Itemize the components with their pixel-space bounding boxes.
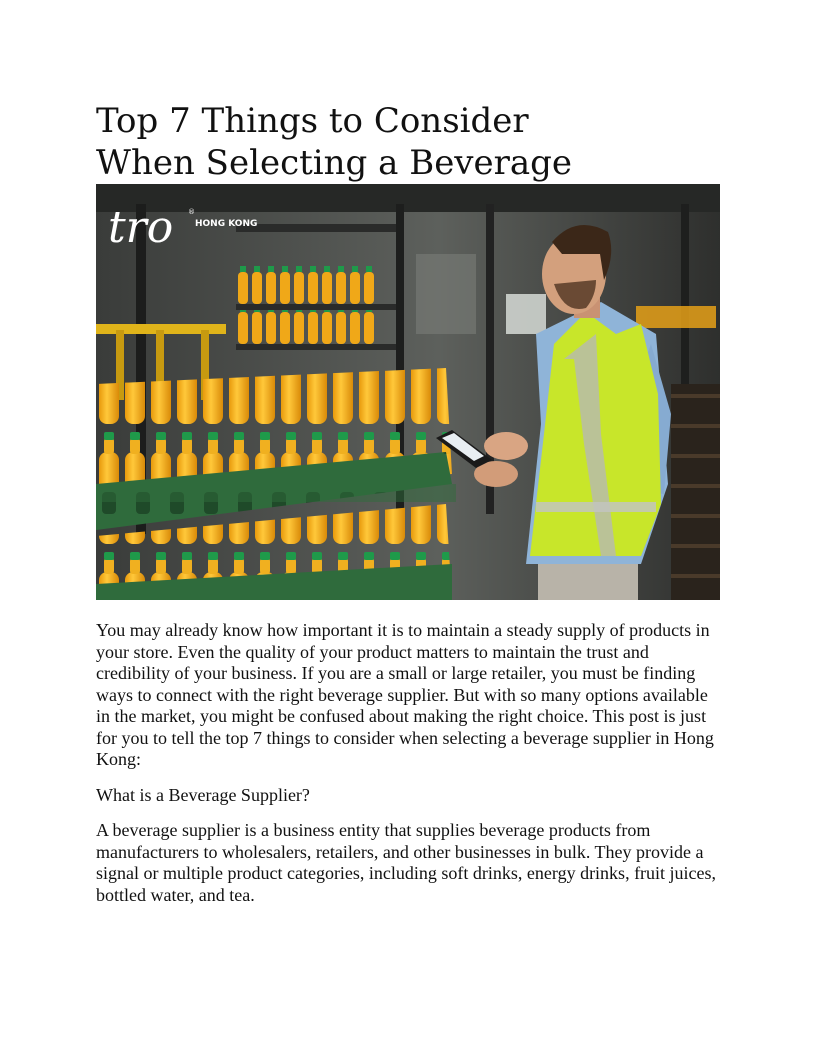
definition-paragraph: A beverage supplier is a business entity that supplies beverage products from manufacturers to wholesalers, retailers, and other businesses in bulk. They provide a signal or multiple product categories, including soft drinks, energy drinks, fruit juices, bottled water, and tea. (96, 820, 717, 905)
logo-registered-mark: ® (188, 208, 195, 216)
section-heading: What is a Beverage Supplier? (96, 784, 310, 805)
title-line-1: Top 7 Things to Consider (96, 101, 529, 141)
logo-subtext: HONG KONG (195, 219, 258, 229)
hero-photo (96, 184, 720, 600)
title-line-2: When Selecting a Beverage (96, 143, 573, 183)
article-body (96, 620, 724, 920)
logo-text: tro (108, 202, 174, 253)
intro-paragraph: You may already know how important it is to maintain a steady supply of products in your store. Even the quality of your product matters to maintain the trust and credibility of your business. If you are a small or large retailer, you must be finding ways to connect with the right beverage supplier. But with so many options available in the market, you might be confused about making the right choice. This post is just for you to tell the top 7 things to consider when selecting a beverage supplier in Hong Kong: (96, 620, 714, 769)
page-title (96, 100, 736, 184)
